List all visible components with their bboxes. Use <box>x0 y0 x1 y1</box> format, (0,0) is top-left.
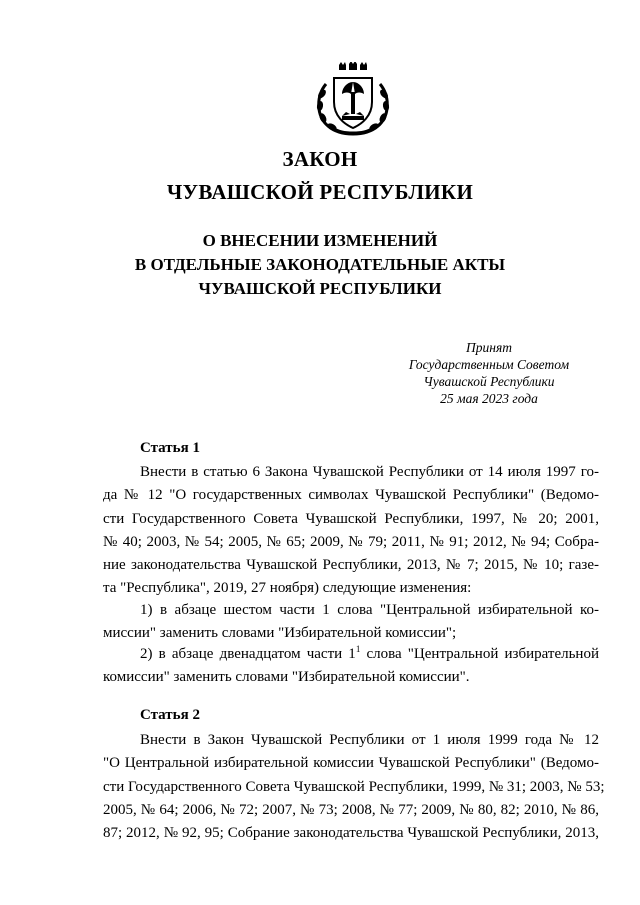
adoption-block <box>380 339 598 407</box>
text-line: та "Республика", 2019, 27 ноября) следующие изменения: <box>103 580 472 597</box>
article-1-paragraph <box>103 461 599 601</box>
text-line: № 40; 2003, № 54; 2005, № 65; 2009, № 79; 2011, № 91; 2012, № 94; Собра- <box>103 533 599 550</box>
adoption-line: Принят <box>466 340 512 355</box>
text-line: ние законодательства Чувашской Республики, 2013, № 7; 2015, № 10; газе- <box>103 557 599 574</box>
text-fragment: слова "Центральной избирательной <box>360 646 599 662</box>
law-subtitle-line2: В ОТДЕЛЬНЫЕ ЗАКОНОДАТЕЛЬНЫЕ АКТЫ <box>134 255 506 274</box>
text-line: сти Государственного Совета Чувашской Республики, 1997, № 20; 2001, <box>103 510 599 527</box>
adoption-date: 25 мая 2023 года <box>440 391 538 406</box>
article-2-paragraph <box>103 729 605 845</box>
superscript: 1 <box>355 644 361 654</box>
text-line: миссии" заменить словами "Избирательной комиссии"; <box>103 625 457 642</box>
text-line: Внести в Закон Чувашской Республики от 1 июля 1999 года № 12 <box>140 732 599 748</box>
document-title: ЗАКОН <box>282 147 358 171</box>
text-fragment: 2) в абзаце двенадцатом части 1 <box>140 646 356 662</box>
law-subtitle-line3: ЧУВАШСКОЙ РЕСПУБЛИКИ <box>198 279 442 298</box>
text-line: 1) в абзаце шестом части 1 слова "Центральной избирательной ко- <box>140 602 599 618</box>
document-title-republic: ЧУВАШСКОЙ РЕСПУБЛИКИ <box>166 180 474 204</box>
text-line: комиссии" заменить словами "Избирательной комиссии". <box>103 669 470 686</box>
adoption-line: Государственным Советом <box>408 357 570 372</box>
article-1-heading: Статья 1 <box>140 440 200 456</box>
text-line: "О Центральной избирательной комиссии Чувашской Республики" (Ведомо- <box>103 755 599 772</box>
article-2-heading: Статья 2 <box>140 707 200 723</box>
law-subtitle-line1: О ВНЕСЕНИИ ИЗМЕНЕНИЙ <box>202 231 438 250</box>
text-line: 2005, № 64; 2006, № 72; 2007, № 73; 2008, № 77; 2009, № 80, 82; 2010, № 86, <box>103 801 599 818</box>
text-line: 87; 2012, № 92, 95; Собрание законодательства Чувашской Республики, 2013, <box>103 825 599 842</box>
text-line: да № 12 "О государственных символах Чувашской Республики" (Ведомо- <box>103 487 599 504</box>
article-1-item-1 <box>103 599 599 646</box>
chuvash-republic-emblem-icon <box>312 62 394 138</box>
text-line: Внести в статью 6 Закона Чувашской Республики от 14 июля 1997 го- <box>140 464 599 480</box>
text-line: сти Государственного Совета Чувашской Республики, 1999, № 31; 2003, № 53; <box>103 778 605 795</box>
adoption-line: Чувашской Республики <box>423 374 555 389</box>
article-1-item-2 <box>103 643 599 690</box>
text-line <box>103 643 599 666</box>
